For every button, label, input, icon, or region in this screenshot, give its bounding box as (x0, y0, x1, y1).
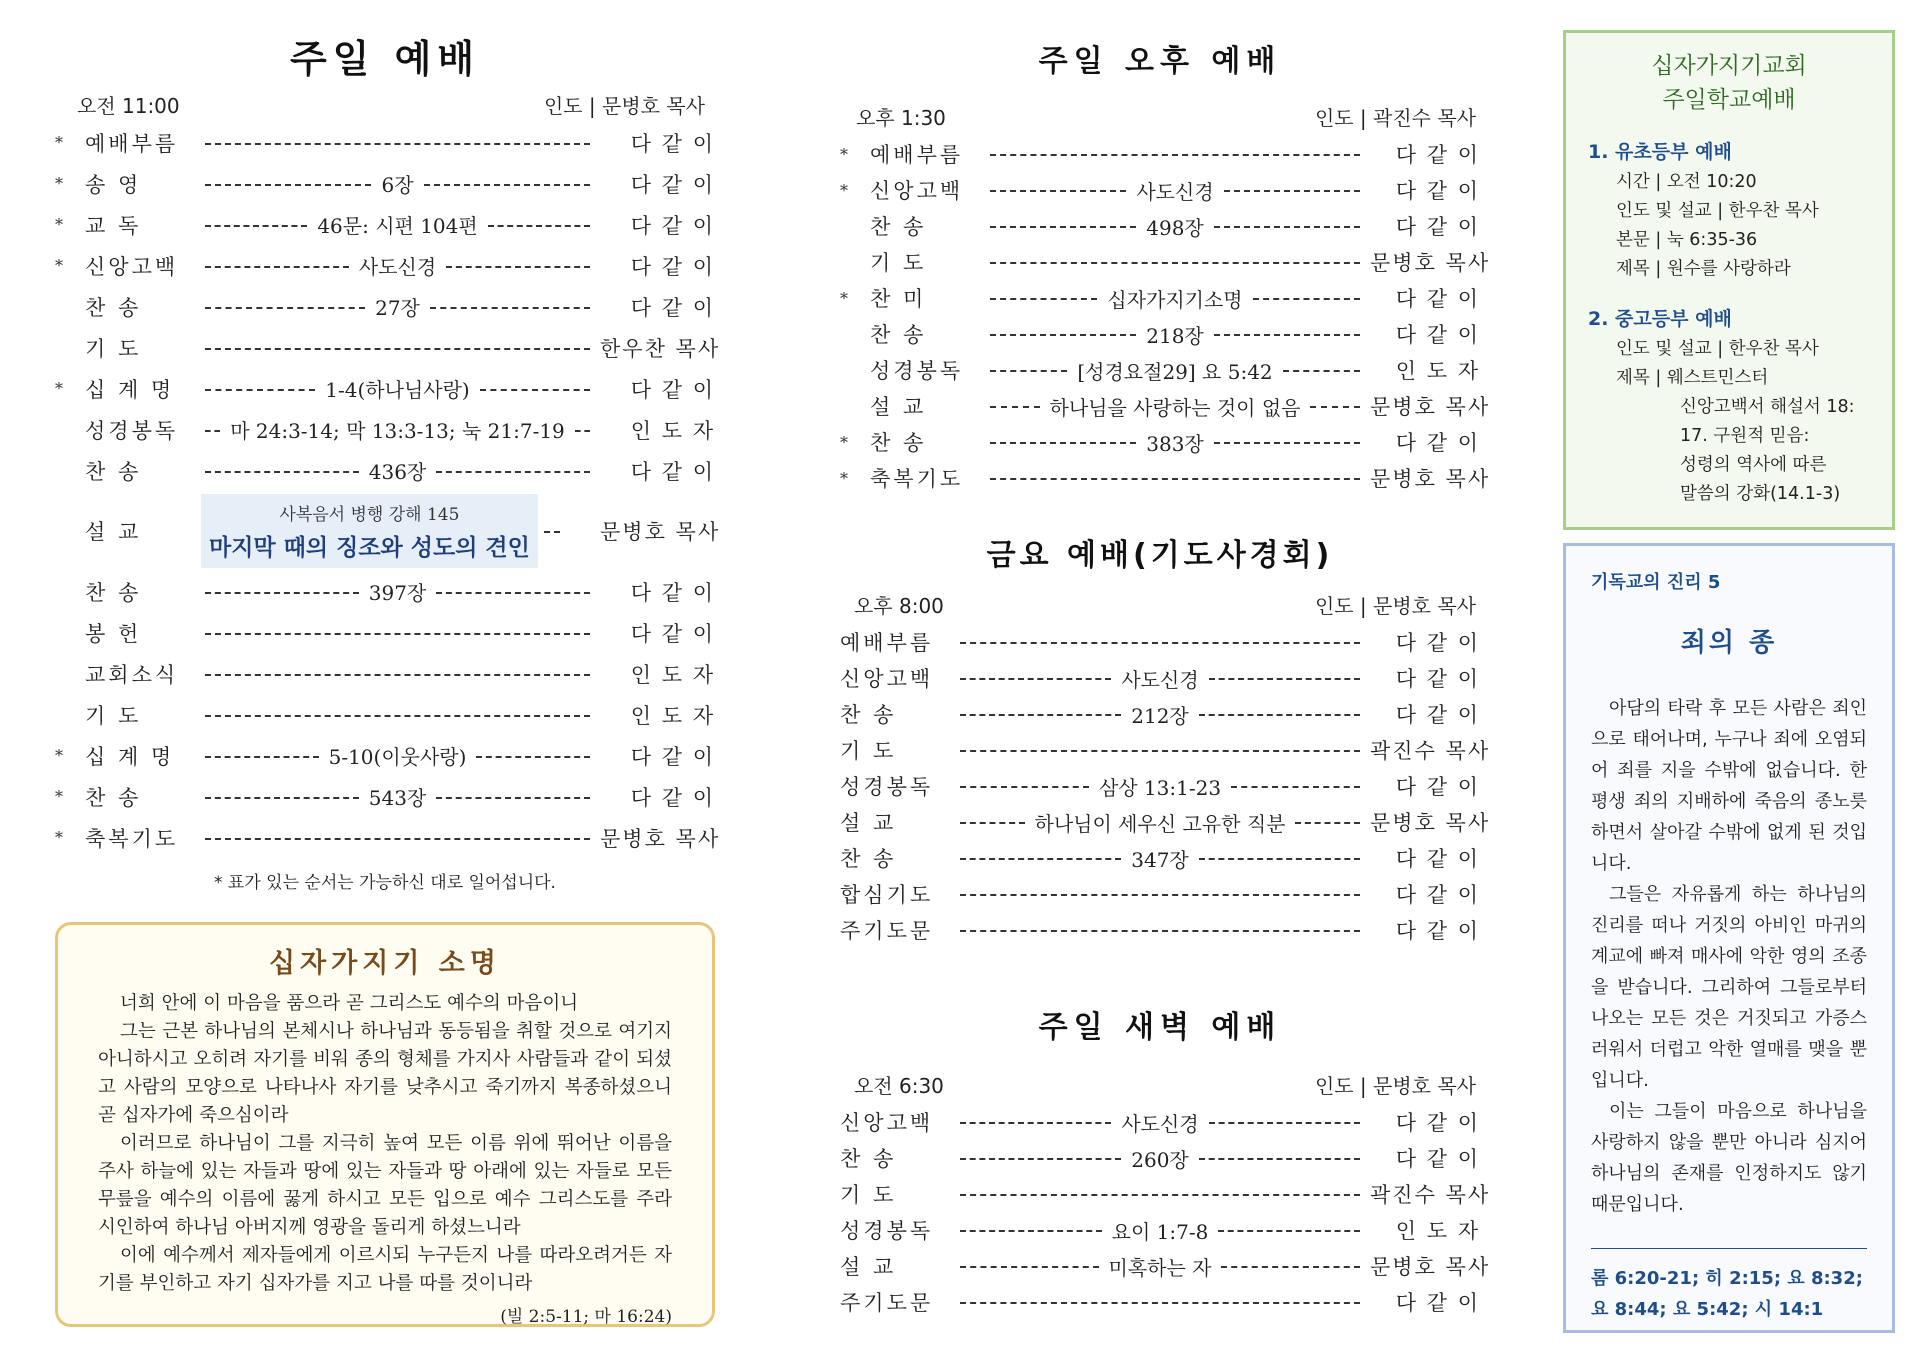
order-leader: 인 도 자 (630, 418, 715, 443)
school-line: 성령의 역사에 따른 (1680, 455, 1827, 475)
order-detail: 543장 (368, 786, 427, 810)
order-detail: 삼상 13:1-23 (1098, 775, 1222, 800)
order-label: 찬 송 (840, 1147, 897, 1171)
order-label: 주기도문 (840, 1291, 934, 1315)
sunday-order-list (55, 122, 721, 491)
order-leader: 다 같 이 (1395, 431, 1480, 455)
order-leader: 문병호 목사 (1370, 467, 1491, 491)
afternoon-leader: 인도 | 곽진수 목사 (1314, 106, 1476, 130)
school-title: 십자가지기교회 주일학교예배 (1651, 53, 1807, 113)
order-label: 찬 송 (840, 847, 897, 871)
standing-marker: * (840, 144, 848, 164)
order-label: 기 도 (870, 251, 927, 275)
order-leader: 다 같 이 (1395, 667, 1480, 691)
standing-marker: * (55, 379, 63, 398)
order-row (55, 612, 715, 653)
order-row (55, 776, 715, 817)
order-detail: 사도신경 (1136, 179, 1214, 204)
afternoon-order-list (840, 136, 1491, 496)
order-row (55, 571, 715, 612)
friday-time: 오후 8:00 (854, 594, 944, 618)
order-label: 신앙고백 (870, 179, 964, 203)
standing-marker: * (55, 828, 63, 847)
order-row (55, 368, 715, 409)
order-detail: 218장 (1146, 323, 1204, 348)
order-row (840, 732, 1491, 768)
order-leader: 다 같 이 (630, 295, 715, 320)
order-leader: 다 같 이 (1395, 703, 1480, 727)
order-label: 신앙고백 (840, 667, 934, 691)
order-row (55, 450, 715, 491)
afternoon-time: 오후 1:30 (856, 106, 946, 130)
order-row (840, 136, 1480, 172)
order-label: 찬 송 (870, 431, 927, 455)
order-leader: 문병호 목사 (1370, 395, 1491, 419)
school-line: 본문 | 눅 6:35-36 (1616, 230, 1758, 250)
standing-marker: * (55, 174, 63, 193)
order-label: 찬 송 (870, 215, 927, 239)
order-label: 기 도 (85, 336, 142, 361)
order-label: 축복기도 (85, 826, 179, 851)
order-row (840, 1176, 1491, 1212)
standing-marker: * (840, 432, 848, 452)
order-label: 송 영 (85, 172, 142, 197)
order-leader: 인 도 자 (1395, 1219, 1480, 1243)
order-row (55, 204, 715, 245)
order-label: 신앙고백 (840, 1111, 934, 1135)
order-row (55, 817, 721, 858)
order-detail: 260장 (1131, 1147, 1189, 1172)
order-label: 기 도 (85, 703, 142, 728)
order-row (840, 1284, 1480, 1320)
order-row (55, 409, 715, 450)
order-leader: 다 같 이 (630, 580, 715, 605)
order-label: 찬 송 (85, 785, 142, 810)
order-leader: 곽진수 목사 (1370, 1183, 1491, 1207)
order-detail: 5-10(이웃사랑) (328, 745, 467, 769)
order-label: 주기도문 (840, 919, 934, 943)
order-label: 성경봉독 (870, 359, 964, 383)
sunday-sermon-row (55, 491, 721, 571)
order-label: 축복기도 (870, 467, 964, 491)
order-label: 십 계 명 (85, 377, 175, 402)
order-leader: 다 같 이 (630, 377, 715, 402)
order-leader: 인 도 자 (630, 703, 715, 728)
order-row (55, 163, 715, 204)
school-line: 17. 구원적 믿음: (1680, 426, 1810, 446)
sermon-title: 마지막 때의 징조와 성도의 견인 (209, 535, 530, 561)
sunday-school-box (1563, 30, 1895, 530)
order-row (840, 696, 1480, 732)
sunday-order-list-2 (55, 571, 721, 858)
order-row (840, 1104, 1480, 1140)
order-detail: 미혹하는 자 (1108, 1255, 1212, 1280)
divider (1591, 1248, 1867, 1249)
sermon-box (201, 494, 538, 568)
order-detail: 436장 (368, 460, 427, 484)
order-leader: 인 도 자 (630, 662, 715, 687)
mission-box (55, 922, 715, 1327)
order-row (840, 172, 1480, 208)
order-detail: 6장 (381, 173, 414, 197)
order-leader: 다 같 이 (1395, 143, 1480, 167)
order-detail: 요이 1:7-8 (1111, 1219, 1209, 1244)
sunday-leader: 인도 | 문병호 목사 (543, 94, 705, 118)
order-label: 찬 송 (85, 580, 142, 605)
dawn-header (840, 1070, 1480, 1104)
mission-paragraph: 이러므로 하나님이 그를 지극히 높여 모든 이름 위에 뛰어난 이름을 주사 하늘에 있는 자들과 땅에 있는 자들과 땅 아래에 있는 자들로 모든 무릎을 예수의 이름에 꿇게 하시고 모든 입으로 예수 그리스도를 주라 시인하여 하나님 아버지께 영광을 돌리게 하셨느니라 (98, 1133, 672, 1238)
friday-leader: 인도 | 문병호 목사 (1314, 594, 1476, 618)
order-row (55, 694, 715, 735)
sunday-service-section (55, 0, 721, 893)
order-label: 찬 송 (85, 295, 142, 320)
other-services-section (840, 0, 1491, 1320)
order-leader: 곽진수 목사 (1370, 739, 1491, 763)
order-leader: 다 같 이 (630, 744, 715, 769)
order-leader: 문병호 목사 (1370, 251, 1491, 275)
order-label: 찬 미 (870, 287, 927, 311)
mission-reference: (빌 2:5-11; 마 16:24) (500, 1307, 672, 1327)
order-label: 성경봉독 (840, 1219, 934, 1243)
afternoon-header (840, 102, 1480, 136)
standing-marker: * (55, 256, 63, 275)
standing-note: * 표가 있는 순서는 가능하신 대로 일어섭니다. (214, 873, 556, 893)
order-leader: 다 같 이 (1395, 883, 1480, 907)
truth-title: 죄의 종 (1680, 628, 1778, 658)
school-line: 시간 | 오전 10:20 (1616, 172, 1757, 192)
order-row (55, 327, 721, 368)
order-row (840, 804, 1491, 840)
dawn-title: 주일 새벽 예배 (1038, 1010, 1282, 1045)
sunday-time: 오전 11:00 (77, 94, 180, 118)
order-leader: 다 같 이 (1395, 847, 1480, 871)
order-label: 찬 송 (870, 323, 927, 347)
school-line: 제목 | 원수를 사랑하라 (1616, 259, 1791, 279)
school-line: 말씀의 강화(14.1-3) (1680, 484, 1841, 504)
order-detail: 212장 (1131, 703, 1189, 728)
order-detail: 498장 (1146, 215, 1204, 240)
order-row (840, 244, 1491, 280)
order-row (840, 660, 1480, 696)
order-label: 성경봉독 (85, 418, 179, 443)
sermon-series: 사복음서 병행 강해 145 (279, 505, 460, 525)
order-leader: 한우찬 목사 (600, 336, 721, 361)
order-label: 기 도 (840, 739, 897, 763)
order-detail: 1-4(하나님사랑) (325, 378, 470, 402)
order-leader: 다 같 이 (1395, 1291, 1480, 1315)
friday-header (840, 590, 1480, 624)
dawn-time: 오전 6:30 (854, 1074, 944, 1098)
order-leader: 다 같 이 (1395, 1147, 1480, 1171)
order-row (840, 352, 1480, 388)
order-label: 예배부름 (870, 143, 964, 167)
order-leader: 다 같 이 (1395, 215, 1480, 239)
friday-order-list (840, 624, 1491, 948)
sunday-header (55, 90, 715, 122)
school-line: 인도 및 설교 | 한우찬 목사 (1616, 201, 1819, 221)
order-row (840, 912, 1480, 948)
order-detail: 사도신경 (358, 255, 437, 279)
order-label: 교회소식 (85, 662, 179, 687)
order-leader: 다 같 이 (1395, 775, 1480, 799)
order-row (840, 1212, 1480, 1248)
school-line: 제목 | 웨스트민스터 (1616, 368, 1769, 388)
order-row (55, 286, 715, 327)
order-detail: 마 24:3-14; 막 13:3-13; 눅 21:7-19 (230, 419, 565, 443)
order-row (840, 460, 1491, 496)
order-leader: 다 같 이 (630, 131, 715, 156)
school-section-1-title: 1. 유초등부 예배 (1588, 141, 1732, 163)
order-label: 설 교 (840, 811, 897, 835)
order-label: 교 독 (85, 213, 142, 238)
order-label: 찬 송 (840, 703, 897, 727)
order-row (55, 122, 715, 163)
truth-series: 기독교의 진리 5 (1591, 572, 1721, 593)
order-leader: 다 같 이 (630, 254, 715, 279)
order-row (840, 388, 1491, 424)
standing-marker: * (55, 133, 63, 152)
order-leader: 다 같 이 (630, 621, 715, 646)
order-row (840, 316, 1480, 352)
school-line: 신앙고백서 해설서 18: (1680, 397, 1855, 417)
order-row (840, 424, 1480, 460)
order-detail: 하나님이 세우신 고유한 직분 (1034, 811, 1286, 836)
order-row (55, 245, 715, 286)
order-detail: 사도신경 (1121, 667, 1199, 692)
order-label: 예배부름 (85, 131, 179, 156)
order-label: 기 도 (840, 1183, 897, 1207)
order-leader: 문병호 목사 (1370, 1255, 1491, 1279)
order-row (55, 735, 715, 776)
standing-marker: * (55, 215, 63, 234)
order-row (840, 280, 1480, 316)
order-label: 봉 헌 (85, 621, 142, 646)
truth-paragraph: 이는 그들이 마음으로 하나님을 사랑하지 않을 뿐만 아니라 심지어 하나님의 존재를 인정하지도 않기 때문입니다. (1591, 1101, 1867, 1215)
sunday-title: 주일 예배 (289, 37, 481, 81)
order-row (840, 840, 1480, 876)
sermon-label: 설 교 (85, 520, 142, 544)
order-label: 합심기도 (840, 883, 934, 907)
order-detail: 397장 (368, 581, 427, 605)
order-leader: 다 같 이 (630, 459, 715, 484)
standing-marker: * (55, 787, 63, 806)
order-detail: 하나님을 사랑하는 것이 없음 (1049, 395, 1301, 420)
order-label: 예배부름 (840, 631, 934, 655)
order-detail: [성경요절29] 요 5:42 (1077, 359, 1273, 384)
order-row (840, 624, 1480, 660)
order-leader: 다 같 이 (1395, 179, 1480, 203)
mission-paragraph: 이에 예수께서 제자들에게 이르시되 누구든지 나를 따라오려거든 자기를 부인하고 자기 십자가를 지고 나를 따를 것이니라 (98, 1245, 672, 1294)
order-leader: 다 같 이 (630, 213, 715, 238)
order-leader: 다 같 이 (1395, 919, 1480, 943)
order-leader: 다 같 이 (630, 172, 715, 197)
order-row (840, 876, 1480, 912)
order-detail: 46문: 시편 104편 (317, 214, 478, 238)
afternoon-title: 주일 오후 예배 (1038, 44, 1282, 79)
order-leader: 문병호 목사 (600, 826, 721, 851)
order-label: 설 교 (870, 395, 927, 419)
order-row (840, 208, 1480, 244)
order-leader: 다 같 이 (1395, 1111, 1480, 1135)
dawn-leader: 인도 | 문병호 목사 (1314, 1074, 1476, 1098)
order-label: 설 교 (840, 1255, 897, 1279)
friday-title: 금요 예배(기도사경회) (986, 538, 1334, 573)
order-leader: 다 같 이 (1395, 287, 1480, 311)
order-detail: 347장 (1131, 847, 1189, 872)
order-row (840, 1248, 1491, 1284)
standing-marker: * (840, 288, 848, 308)
order-leader: 문병호 목사 (1370, 811, 1491, 835)
order-row (55, 653, 715, 694)
order-detail: 사도신경 (1121, 1111, 1199, 1136)
order-row (840, 768, 1480, 804)
standing-marker: * (55, 746, 63, 765)
truth-references: 롬 6:20-21; 히 2:15; 요 8:32; 요 8:44; 요 5:42; 시 14:1 (1591, 1268, 1863, 1320)
order-leader: 다 같 이 (1395, 631, 1480, 655)
dawn-order-list (840, 1104, 1491, 1320)
school-line: 인도 및 설교 | 한우찬 목사 (1616, 339, 1819, 359)
order-detail: 383장 (1146, 431, 1204, 456)
order-leader: 다 같 이 (1395, 323, 1480, 347)
christian-truth-box (1563, 543, 1895, 1333)
standing-marker: * (840, 468, 848, 488)
order-leader: 인 도 자 (1395, 359, 1480, 383)
truth-body (1591, 693, 1867, 1220)
order-row (840, 1140, 1480, 1176)
order-detail: 십자가지기소명 (1107, 287, 1243, 312)
order-label: 찬 송 (85, 459, 142, 484)
mission-paragraph: 그는 근본 하나님의 본체시나 하나님과 동등됨을 취할 것으로 여기지 아니하시고 오히려 자기를 비워 종의 형체를 가지사 사람들과 같이 되셨고 사람의 모양으로 나타나사 자기를 낮추시고 죽기까지 복종하셨으니 곧 십자가에 죽으심이라 (98, 1021, 672, 1126)
standing-marker: * (840, 180, 848, 200)
order-leader: 다 같 이 (630, 785, 715, 810)
truth-paragraph: 그들은 자유롭게 하는 하나님의 진리를 떠나 거짓의 아비인 마귀의 계교에 빠져 매사에 악한 영의 조종을 받습니다. 그리하여 그들로부터 나오는 모든 것은 거짓되고 가증스러워서 더럽고 악한 열매를 맺을 뿐입니다. (1591, 884, 1867, 1091)
truth-paragraph: 아담의 타락 후 모든 사람은 죄인으로 태어나며, 누구나 죄에 오염되어 죄를 지을 수밖에 없습니다. 한평생 죄의 지배하에 죽음의 종노릇하면서 살아갈 수밖에 없게 된 것입니다. (1591, 698, 1867, 874)
school-section-2-title: 2. 중고등부 예배 (1588, 308, 1732, 330)
order-label: 신앙고백 (85, 254, 179, 279)
sermon-preacher: 문병호 목사 (600, 520, 721, 544)
mission-body (98, 990, 672, 1298)
order-detail: 27장 (375, 296, 420, 320)
order-label: 성경봉독 (840, 775, 934, 799)
mission-title: 십자가지기 소명 (269, 948, 501, 979)
order-label: 십 계 명 (85, 744, 175, 769)
mission-paragraph: 너희 안에 이 마음을 품으라 곧 그리스도 예수의 마음이니 (120, 993, 579, 1014)
